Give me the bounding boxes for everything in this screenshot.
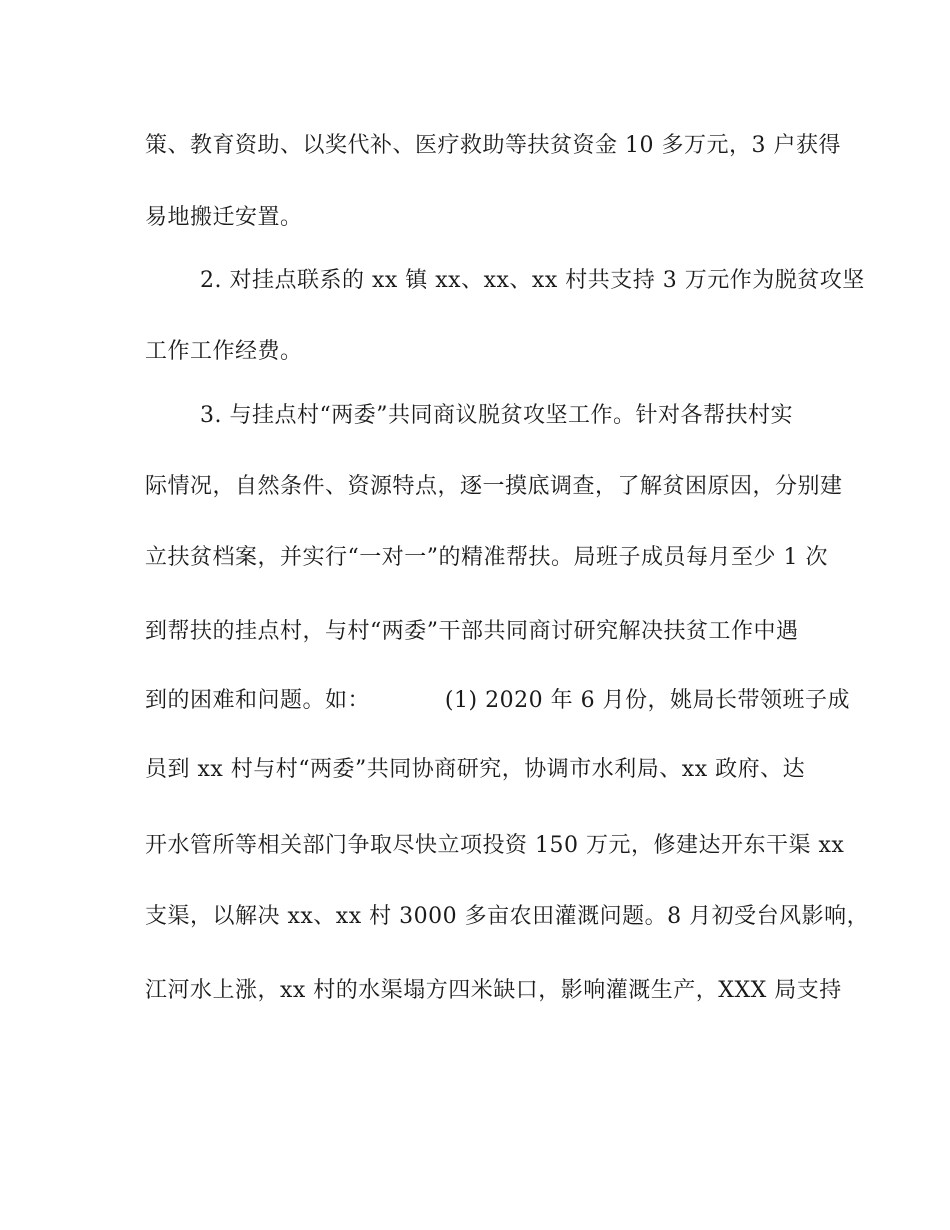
paragraph-line: 到帮扶的挂点村，与村“两委”干部共同商讨研究解决扶贫工作中遇 (145, 619, 799, 644)
paragraph-line: 江河水上涨，xx 村的水渠塌方四米缺口，影响灌溉生产，XXX 局支持 (145, 978, 842, 1003)
paragraph-line: 2. 对挂点联系的 xx 镇 xx、xx、xx 村共支持 3 万元作为脱贫攻坚 (200, 268, 865, 293)
paragraph-line: 开水管所等相关部门争取尽快立项投资 150 万元，修建达开东干渠 xx (145, 833, 845, 858)
paragraph-line: 工作工作经费。 (145, 339, 303, 364)
paragraph-line: 际情况，自然条件、资源特点，逐一摸底调查，了解贫困原因，分别建 (145, 474, 843, 499)
paragraph-line: 易地搬迁安置。 (145, 205, 303, 230)
paragraph-line: 员到 xx 村与村“两委”共同协商研究，协调市水利局、xx 政府、达 (145, 757, 806, 782)
paragraph-line: 3. 与挂点村“两委”共同商议脱贫攻坚工作。针对各帮扶村实 (200, 403, 793, 428)
paragraph-line: 策、教育资助、以奖代补、医疗救助等扶贫资金 10 多万元，3 户获得 (145, 133, 841, 158)
paragraph-line: 立扶贫档案，并实行“一对一”的精准帮扶。局班子成员每月至少 1 次 (145, 545, 828, 570)
paragraph-line: 支渠，以解决 xx、xx 村 3000 多亩农田灌溉问题。8 月初受台风影响， (145, 904, 870, 929)
paragraph-line: 到的困难和问题。如： (1) 2020 年 6 月份，姚局长带领班子成 (145, 688, 851, 713)
